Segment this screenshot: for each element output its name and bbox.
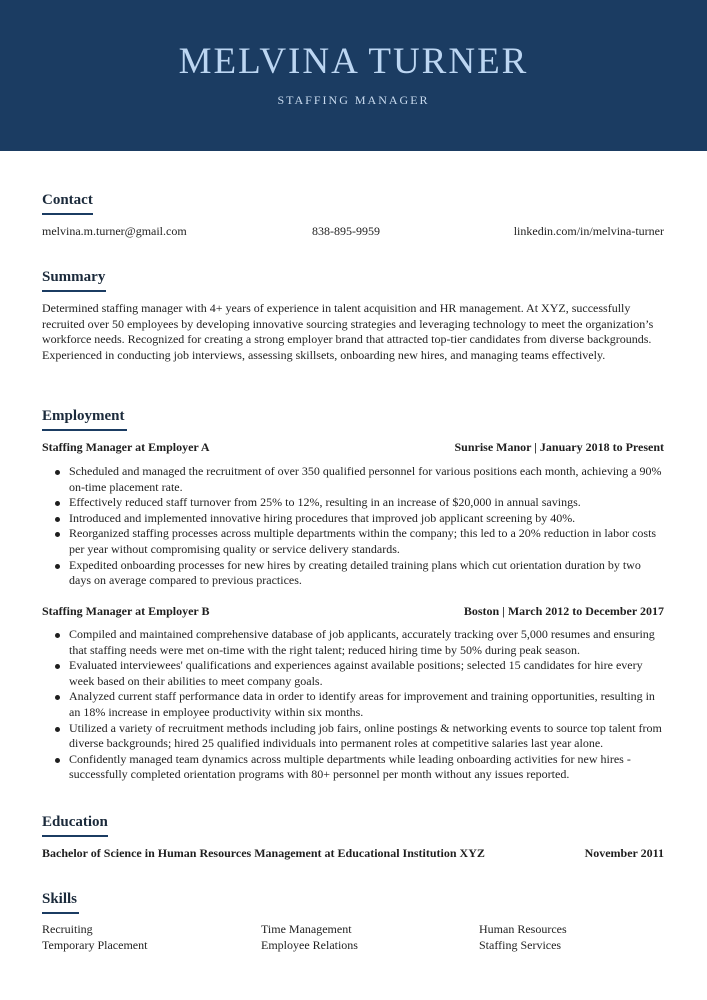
job-bullet: Utilized a variety of recruitment methods including job fairs, online postings & networking events to source top talent from diverse backgrounds; hired 25 qualified individuals into permanent roles at competitive salaries last year alone. [42, 721, 664, 752]
job-bullet: Analyzed current staff performance data in order to identify areas for improvement and training opportunities, resulting in an 18% increase in employee productivity within six months. [42, 689, 664, 720]
job-bullet: Expedited onboarding processes for new hires by creating detailed training plans which cut orientation duration by two days on average compared to previous practices. [42, 558, 664, 589]
job-bullet: Reorganized staffing processes across multiple departments within the company; this led to a 20% reduction in labor costs per year without compromising quality or service delivery standards. [42, 526, 664, 557]
summary-heading: Summary [42, 269, 106, 285]
job-bullet: Effectively reduced staff turnover from 25% to 12%, resulting in an increase of $20,000 in annual savings. [42, 495, 664, 511]
skills-heading: Skills [42, 891, 78, 907]
job-bullet: Evaluated interviewees' qualifications and experiences against available positions; selected 15 candidates for hire every week based on their abilities to meet company goals. [42, 658, 664, 689]
header-banner [0, 0, 707, 151]
job-bullet: Compiled and maintained comprehensive database of job applicants, accurately tracking over 5,000 resumes and ensuring that staffing needs were met on-time with the right talent; reduced hiring time by 50% during peak season. [42, 627, 664, 658]
job-bullet: Introduced and implemented innovative hiring procedures that improved job applicant screening by 40%. [42, 511, 664, 527]
contact-phone: 838-895-9959 [312, 224, 380, 238]
contact-linkedin: linkedin.com/in/melvina-turner [513, 224, 664, 238]
job-location-dates: Boston | March 2012 to December 2017 [463, 604, 664, 618]
summary-underline [42, 290, 106, 292]
contact-heading: Contact [42, 192, 93, 208]
employment-underline [42, 429, 127, 431]
candidate-name: MELVINA TURNER [178, 41, 529, 82]
skill-item: Recruiting [42, 922, 93, 936]
contact-underline [42, 213, 93, 215]
skill-item: Staffing Services [479, 938, 562, 952]
education-heading: Education [42, 814, 108, 830]
skill-item: Employee Relations [261, 938, 358, 952]
job-bullets [42, 464, 664, 589]
job-location-dates: Sunrise Manor | January 2018 to Present [454, 440, 664, 454]
job-bullet: Confidently managed team dynamics across multiple departments while leading onboarding activities for new hires - successfully completed orientation programs with 80+ personnel per month without any issues reported. [42, 752, 664, 783]
job-title: Staffing Manager at Employer A [42, 440, 210, 454]
job-bullet: Scheduled and managed the recruitment of over 350 qualified personnel for various positions each month, achieving a 90% on-time placement rate. [42, 464, 664, 495]
candidate-title: STAFFING MANAGER [277, 93, 430, 107]
job-bullets [42, 627, 664, 783]
job-title: Staffing Manager at Employer B [42, 604, 210, 618]
employment-heading: Employment [42, 408, 125, 424]
education-degree: Bachelor of Science in Human Resources Management at Educational Institution XYZ [42, 846, 485, 860]
skills-underline [42, 912, 79, 914]
contact-email: melvina.m.turner@gmail.com [42, 224, 187, 238]
skill-item: Temporary Placement [42, 938, 148, 952]
summary-text: Determined staffing manager with 4+ years of experience in talent acquisition and HR management. At XYZ, successfully recruited over 50 employees by developing innovative sourcing strategies and leveraging technology to meet the organization’s workforce needs. Recognized for creating a strong employer brand that attracted top-tier candidates from diverse backgrounds. Experienced in conducting job interviews, assessing skillsets, onboarding new hires, and managing teams effectively. [42, 301, 654, 362]
education-date: November 2011 [584, 846, 664, 860]
education-underline [42, 835, 108, 837]
skill-item: Human Resources [479, 922, 567, 936]
skill-item: Time Management [261, 922, 352, 936]
